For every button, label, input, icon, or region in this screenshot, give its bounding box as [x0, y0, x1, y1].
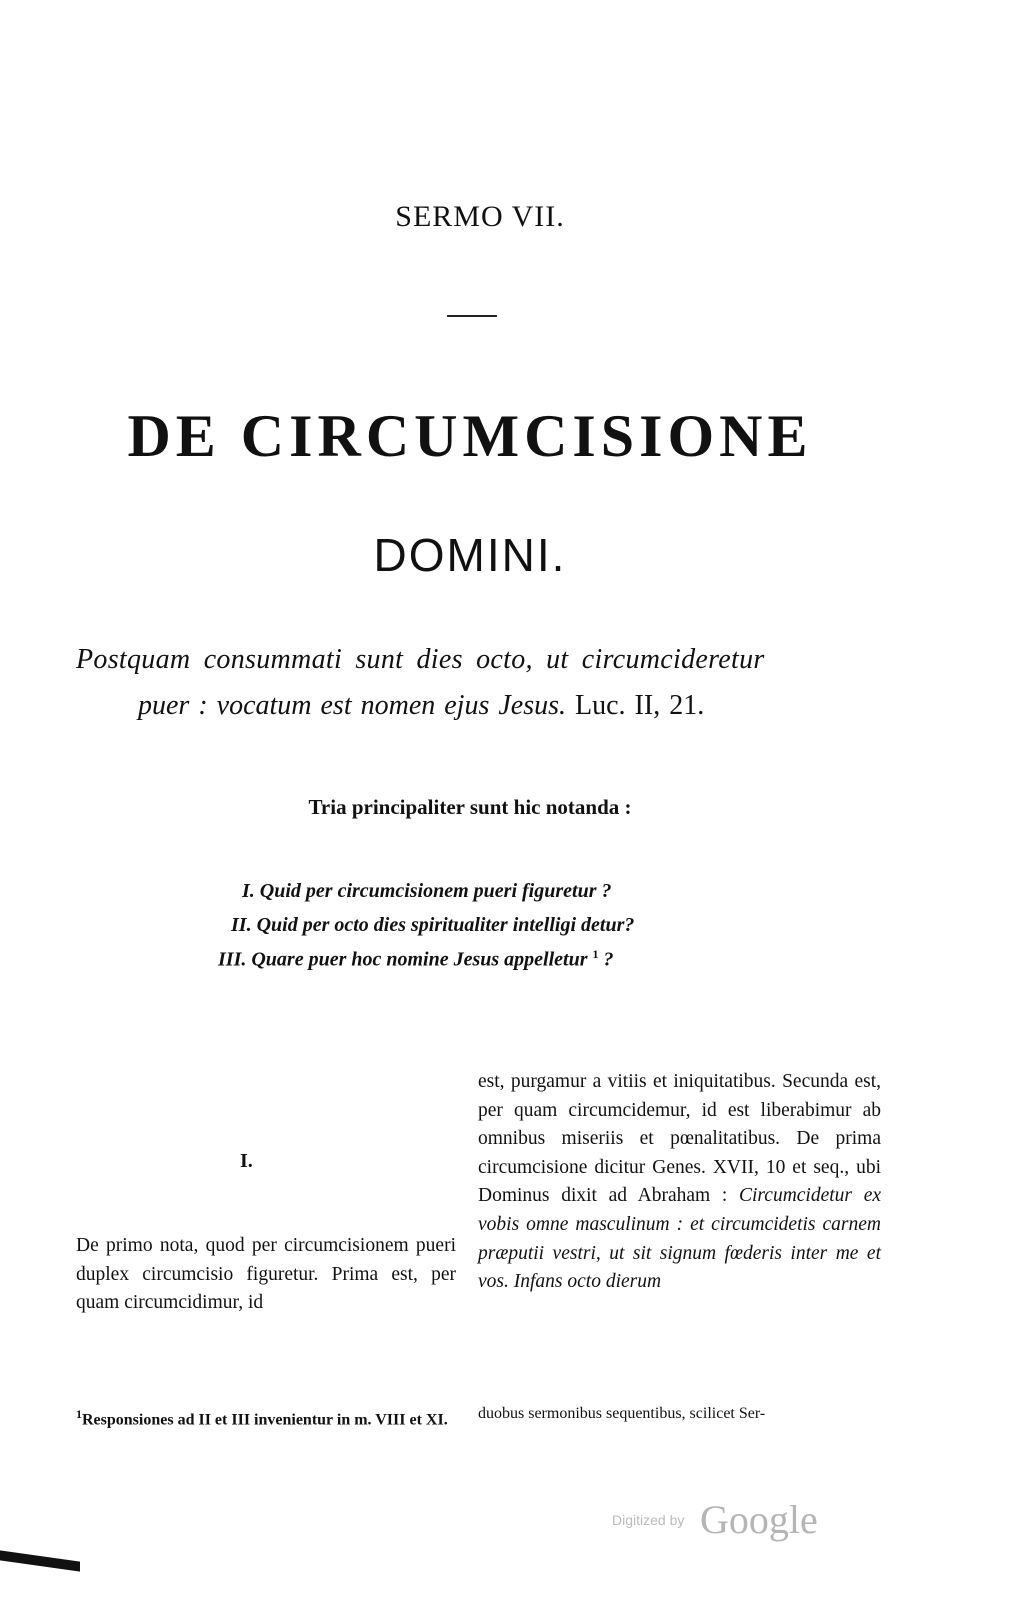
scripture-reference: Luc. II, 21. — [575, 690, 705, 721]
section-numeral: I. — [240, 1150, 253, 1172]
right-column-text — [478, 1068, 881, 1297]
sermon-heading: SERMO VII. — [395, 200, 565, 233]
digitized-label: Digitized by — [612, 1512, 685, 1528]
right-column-plain: est, purgamur a vitiis et iniquitatibus. Secunda est, per quam circumcidemur, id est liberabimur ab omnibus miseriis et pœnalitatibus. De prima circumcisione dicitur Genes. XVII, 10 et seq., ubi Dominus dixit ad Abraham : — [478, 1071, 881, 1207]
google-logo: Google — [700, 1497, 818, 1542]
question-3 — [218, 947, 614, 972]
right-column-italic: Circumcidetur ex vobis omne masculinum : et circumcidetis carnem præputii vestri, ut sit signum fœderis inter me et vos. Infans octo dierum — [478, 1185, 882, 1293]
question-2: II. Quid per octo dies spiritualiter intelligi detur? — [231, 914, 635, 936]
left-column-text: De primo nota, quod per circumcisionem pueri duplex circumcisio figuretur. Prima est, per quam circumcidimur, id — [76, 1235, 456, 1314]
question-3-end: ? — [603, 948, 614, 971]
footnote-mark: 1 — [592, 947, 599, 961]
question-1: I. Quid per circumcisionem pueri figuretur ? — [242, 880, 612, 902]
footnote-left-text: Responsiones ad II et III invenientur in m. VIII et XI. — [82, 1411, 448, 1429]
question-3-text: III. Quare puer hoc nomine Jesus appelletur — [218, 948, 588, 971]
footnote-mark: 1 — [76, 1407, 82, 1421]
footnote-left — [76, 1403, 454, 1431]
title-rule — [447, 315, 497, 317]
scan-edge-mark — [0, 1550, 80, 1571]
epigraph-line-1: Postquam consummati sunt dies octo, ut circumcideretur — [76, 644, 765, 675]
epigraph-line-2 — [138, 690, 704, 722]
footnote-right: duobus sermonibus sequentibus, scilicet Ser- — [478, 1405, 766, 1422]
intro-line: Tria principaliter sunt hic notanda : — [308, 795, 632, 819]
subtitle: DOMINI. — [373, 529, 567, 581]
main-title: DE CIRCUMCISIONE — [127, 403, 813, 469]
epigraph-text: puer : vocatum est nomen ejus Jesus. — [138, 690, 567, 721]
